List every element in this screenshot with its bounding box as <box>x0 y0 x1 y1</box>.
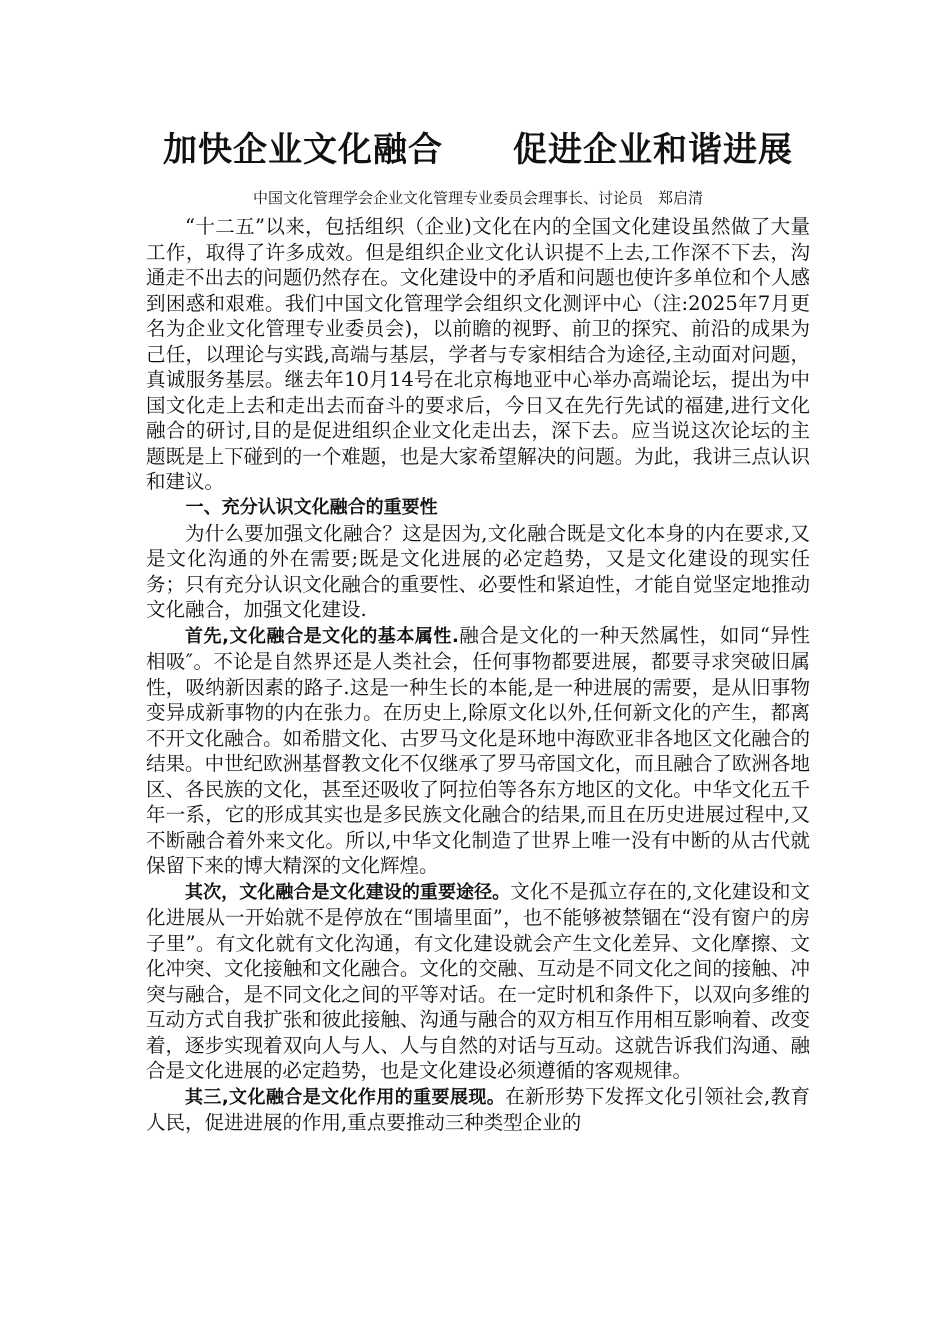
point-1-text: 融合是文化的一种天然属性，如同“异性相吸″。不论是自然界还是人类社会，任何事物都要进展，都要寻求突破旧属性，吸纳新因素的路子.这是一种生长的本能,是一种进展的需要，是从旧事物变异成新事物的内在张力。在历史上,除原文化以外,任何新文化的产生，都离不开文化融合。如希腊文化、古罗马文化是环地中海欧亚非各地区文化融合的结果。中世纪欧洲基督教文化不仅继承了罗马帝国文化，而且融合了欧洲各地区、各民族的文化，甚至还吸收了阿拉伯等各东方地区的文化。中华文化五千年一系，它的形成其实也是多民族文化融合的结果,而且在历史进展过程中,又不断融合着外来文化。所以,中华文化制造了世界上唯一没有中断的从古代就保留下来的博大精深的文化辉煌。 <box>146 623 810 877</box>
author-line: 中国文化管理学会企业文化管理专业委员会理事长、讨论员 郑启清 <box>252 189 703 207</box>
intro-paragraph: “十二五”以来，包括组织（企业)文化在内的全国文化建设虽然做了大量工作，取得了许多成效。但是组织企业文化认识提不上去,工作深不下去，沟通走不出去的问题仍然存在。文化建设中的矛盾和问题也使许多单位和个人感到困惑和艰难。我们中国文化管理学会组织文化测评中心（注:2025年7月更名为企业文化管理专业委员会)，以前瞻的视野、前卫的探究、前沿的成果为己任，以理论与实践,高端与基层，学者与专家相结合为途径,主动面对问题，真诚服务基层。继去年10月14号在北京梅地亚中心举办高端论坛，提出为中国文化走上去和走出去而奋斗的要求后，今日又在先行先试的福建,进行文化融合的研讨,目的是促进组织企业文化走出去，深下去。应当说这次论坛的主题既是上下碰到的一个难题，也是大家希望解决的问题。为此，我讲三点认识和建议。 <box>146 215 810 493</box>
point-1-lead: 首先,文化融合是文化的基本属性. <box>185 625 459 647</box>
document-page <box>146 126 810 1136</box>
section1-paragraph: 为什么要加强文化融合？这是因为,文化融合既是文化本身的内在要求,又是文化沟通的外在需要;既是文化进展的必定趋势，又是文化建设的现实任务；只有充分认识文化融合的重要性、必要性和紧迫性，才能自觉坚定地推动文化融合，加强文化建设. <box>146 521 810 621</box>
point-2-text: 文化不是孤立存在的,文化建设和文化进展从一开始就不是停放在“围墙里面”，也不能够被禁锢在“没有窗户的房子里”。有文化就有文化沟通，有文化建设就会产生文化差异、文化摩擦、文化冲突、文化接触和文化融合。文化的交融、互动是不同文化之间的接触、冲突与融合，是不同文化之间的平等对话。在一定时机和条件下，以双向多维的互动方式自我扩张和彼此接触、沟通与融合的双方相互作用相互影响着、改变着，逐步实现着双向人与人、人与自然的对话与互动。这就告诉我们沟通、融合是文化进展的必定趋势，也是文化建设必须遵循的客观规律。 <box>146 879 811 1082</box>
point-3-paragraph <box>146 1084 810 1136</box>
point-3-text: 在新形势下发挥文化引领社会,教育人民，促进进展的作用,重点要推动三种类型企业的 <box>146 1084 811 1134</box>
point-2-paragraph <box>146 879 810 1084</box>
point-2-lead: 其次，文化融合是文化建设的重要途径。 <box>185 881 511 903</box>
point-3-lead: 其三,文化融合是文化作用的重要展现。 <box>185 1086 506 1108</box>
point-1-paragraph <box>146 623 810 879</box>
document-title: 加快企业文化融合 促进企业和谐进展 <box>163 130 793 170</box>
section-heading-1: 一、充分认识文化融合的重要性 <box>185 496 438 518</box>
